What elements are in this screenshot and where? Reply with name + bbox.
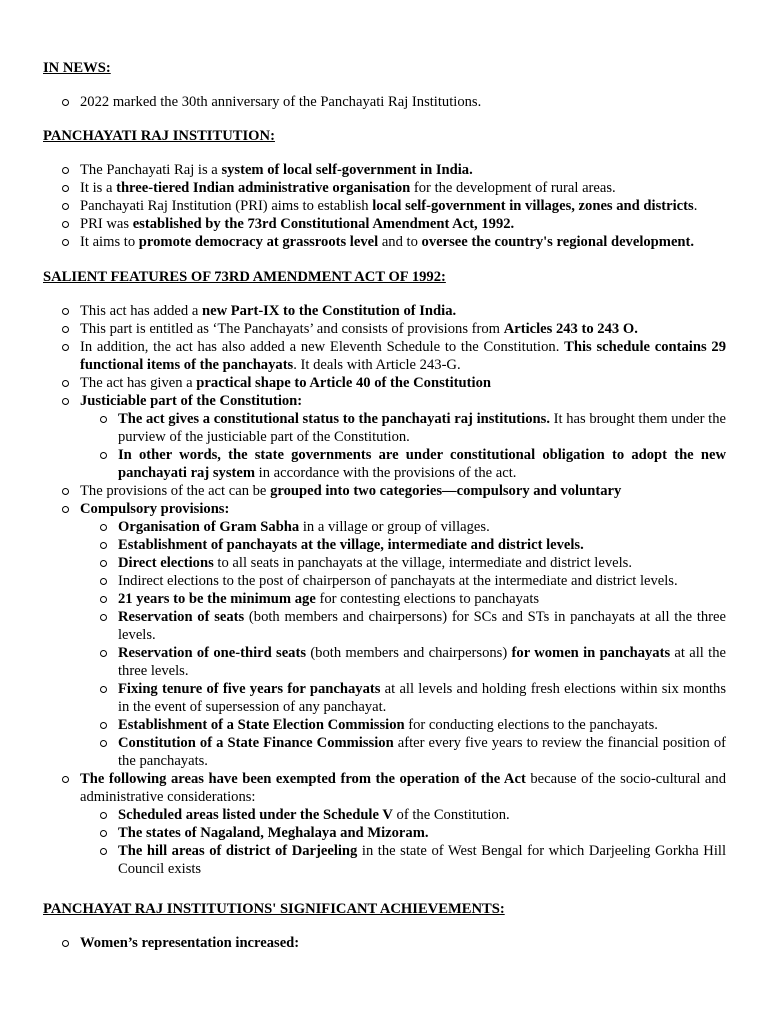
sub-list-item: Constitution of a State Finance Commission after every five years to review the financial position of the panchayats. — [100, 734, 726, 770]
sub-list-item: Fixing tenure of five years for panchayats at all levels and holding fresh elections within six months in the event of supersession of any panchayat. — [100, 680, 726, 716]
sub-list-item: The hill areas of district of Darjeeling in the state of West Bengal for which Darjeeling Gorkha Hill Council exists — [100, 842, 726, 878]
hollow-circle-bullet-icon — [62, 167, 69, 174]
list-item: Women’s representation increased: — [62, 934, 726, 952]
list-item: Panchayati Raj Institution (PRI) aims to establish local self-government in villages, zones and districts. — [62, 197, 726, 215]
sub-list-item: 21 years to be the minimum age for contesting elections to panchayats — [100, 590, 726, 608]
hollow-circle-bullet-icon — [100, 722, 107, 729]
list-item: This part is entitled as ‘The Panchayats’ and consists of provisions from Articles 243 to 243 O. — [62, 320, 726, 338]
sub-list-item: In other words, the state governments are under constitutional obligation to adopt the new panchayati raj system in accordance with the provisions of the act. — [100, 446, 726, 482]
hollow-circle-bullet-icon — [100, 848, 107, 855]
sub-list-item: The act gives a constitutional status to the panchayati raj institutions. It has brought them under the purview of the justiciable part of the Constitution. — [100, 410, 726, 446]
hollow-circle-bullet-icon — [62, 940, 69, 947]
hollow-circle-bullet-icon — [100, 578, 107, 585]
sub-list-item: Scheduled areas listed under the Schedule V of the Constitution. — [100, 806, 726, 824]
hollow-circle-bullet-icon — [100, 596, 107, 603]
features-list — [62, 302, 726, 878]
hollow-circle-bullet-icon — [62, 488, 69, 495]
hollow-circle-bullet-icon — [62, 203, 69, 210]
hollow-circle-bullet-icon — [100, 812, 107, 819]
hollow-circle-bullet-icon — [62, 239, 69, 246]
achievements-list — [62, 934, 726, 952]
section-heading-salient-features: SALIENT FEATURES OF 73RD AMENDMENT ACT OF 1992: — [43, 269, 446, 285]
hollow-circle-bullet-icon — [100, 686, 107, 693]
list-item: Compulsory provisions: Organisation of Gram Sabha in a village or group of villages. Establishment of panchayats at the village, intermediate and district levels. Direct elections to all seats in panchayats at the village, intermediate and district levels. Indirect elections to the post of chairperson of panchayats at the intermediate and district levels. 21 years to be the minimum age for contesting elections to panchayats Reservation of seats (both members and chairpersons) for SCs and STs in panchayats at all the three levels. Reservation of one-third seats (both members and chairpersons) for women in panchayats at all the three levels. Fixing tenure of five years for panchayats at all levels and holding fresh elections within six months in the event of supersession of any panchayat. Establishment of a State Election Commission for conducting elections to the panchayats. Constitution of a State Finance Commission after every five years to review the financial position of the panchayats. — [62, 500, 726, 770]
hollow-circle-bullet-icon — [100, 452, 107, 459]
pri-list — [62, 161, 726, 251]
hollow-circle-bullet-icon — [100, 614, 107, 621]
list-item: Justiciable part of the Constitution: The act gives a constitutional status to the panchayati raj institutions. It has brought them under the purview of the justiciable part of the Constitution. In other words, the state governments are under constitutional obligation to adopt the new panchayati raj system in accordance with the provisions of the act. — [62, 392, 726, 482]
list-item: This act has added a new Part-IX to the Constitution of India. — [62, 302, 726, 320]
sub-list-item: Organisation of Gram Sabha in a village or group of villages. — [100, 518, 726, 536]
hollow-circle-bullet-icon — [100, 830, 107, 837]
compulsory-sublist — [100, 518, 726, 770]
hollow-circle-bullet-icon — [62, 185, 69, 192]
hollow-circle-bullet-icon — [62, 99, 69, 106]
hollow-circle-bullet-icon — [62, 776, 69, 783]
list-item: The act has given a practical shape to Article 40 of the Constitution — [62, 374, 726, 392]
hollow-circle-bullet-icon — [62, 326, 69, 333]
sub-list-item: Reservation of seats (both members and chairpersons) for SCs and STs in panchayats at all the three levels. — [100, 608, 726, 644]
hollow-circle-bullet-icon — [100, 416, 107, 423]
hollow-circle-bullet-icon — [62, 221, 69, 228]
section-heading-achievements: PANCHAYAT RAJ INSTITUTIONS' SIGNIFICANT ACHIEVEMENTS: — [43, 901, 505, 917]
hollow-circle-bullet-icon — [100, 524, 107, 531]
hollow-circle-bullet-icon — [62, 344, 69, 351]
list-item: 2022 marked the 30th anniversary of the Panchayati Raj Institutions. — [62, 93, 726, 111]
sub-list-item: The states of Nagaland, Meghalaya and Mizoram. — [100, 824, 726, 842]
list-item: It aims to promote democracy at grassroots level and to oversee the country's regional development. — [62, 233, 726, 251]
list-item: In addition, the act has also added a new Eleventh Schedule to the Constitution. This schedule contains 29 functional items of the panchayats. It deals with Article 243-G. — [62, 338, 726, 374]
sub-list-item: Indirect elections to the post of chairperson of panchayats at the intermediate and district levels. — [100, 572, 726, 590]
hollow-circle-bullet-icon — [100, 542, 107, 549]
hollow-circle-bullet-icon — [62, 308, 69, 315]
hollow-circle-bullet-icon — [62, 398, 69, 405]
sub-list-item: Establishment of panchayats at the village, intermediate and district levels. — [100, 536, 726, 554]
sub-list-item: Establishment of a State Election Commission for conducting elections to the panchayats. — [100, 716, 726, 734]
hollow-circle-bullet-icon — [100, 740, 107, 747]
hollow-circle-bullet-icon — [62, 380, 69, 387]
section-heading-in-news: IN NEWS: — [43, 60, 111, 76]
hollow-circle-bullet-icon — [100, 560, 107, 567]
hollow-circle-bullet-icon — [100, 650, 107, 657]
sub-list-item: Reservation of one-third seats (both members and chairpersons) for women in panchayats at all the three levels. — [100, 644, 726, 680]
in-news-list — [62, 93, 726, 111]
justiciable-sublist — [100, 410, 726, 482]
list-item: It is a three-tiered Indian administrative organisation for the development of rural areas. — [62, 179, 726, 197]
section-heading-pri: PANCHAYATI RAJ INSTITUTION: — [43, 128, 275, 144]
sub-list-item: Direct elections to all seats in panchayats at the village, intermediate and district levels. — [100, 554, 726, 572]
exempted-sublist — [100, 806, 726, 878]
list-item: The Panchayati Raj is a system of local self-government in India. — [62, 161, 726, 179]
hollow-circle-bullet-icon — [62, 506, 69, 513]
list-item: The following areas have been exempted from the operation of the Act because of the socio-cultural and administrative considerations: Scheduled areas listed under the Schedule V of the Constitution. The states of Nagaland, Meghalaya and Mizoram. The hill areas of district of Darjeeling in the state of West Bengal for which Darjeeling Gorkha Hill Council exists — [62, 770, 726, 878]
list-item: PRI was established by the 73rd Constitutional Amendment Act, 1992. — [62, 215, 726, 233]
list-item: The provisions of the act can be grouped into two categories—compulsory and voluntary — [62, 482, 726, 500]
